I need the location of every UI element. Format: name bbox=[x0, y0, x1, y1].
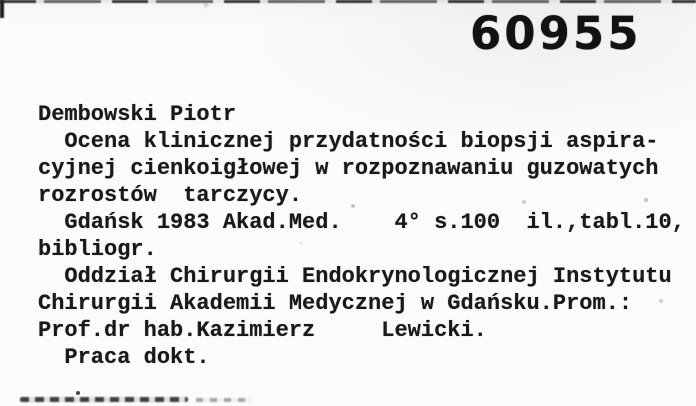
text-line-bibliogr: bibliogr. bbox=[38, 237, 157, 262]
text-line-institute-2: Chirurgii Akademii Medycznej w Gdańsku.Prom.: bbox=[38, 291, 633, 316]
scan-smudge-bottom-extension bbox=[196, 398, 252, 402]
scan-smudge-bottom bbox=[20, 397, 188, 402]
scan-noise-dots bbox=[0, 0, 2, 2]
text-line-imprint: Gdańsk 1983 Akad.Med. 4° s.100 il.,tabl.10, bbox=[38, 210, 685, 235]
scan-smudge-dot bbox=[76, 391, 80, 395]
text-line-promoter: Prof.dr hab.Kazimierz Lewicki. bbox=[38, 318, 487, 343]
text-line-author: Dembowski Piotr bbox=[38, 102, 237, 127]
scan-corner-artifact bbox=[0, 0, 4, 18]
text-line-title-3: rozrostów tarczycy. bbox=[38, 183, 303, 208]
card-text-block bbox=[38, 101, 688, 371]
text-line-institute-1: Oddział Chirurgii Endokrynologicznej Instytutu bbox=[38, 264, 672, 289]
text-line-thesis-type: Praca dokt. bbox=[38, 345, 210, 370]
accession-number-stamp: 60955 bbox=[470, 7, 642, 60]
text-line-title-1: Ocena klinicznej przydatności biopsji aspira- bbox=[38, 129, 659, 154]
text-line-title-2: cyjnej cienkoigłowej w rozpoznawaniu guzowatych bbox=[38, 156, 659, 181]
scan-edge-top-artifact bbox=[0, 0, 696, 3]
